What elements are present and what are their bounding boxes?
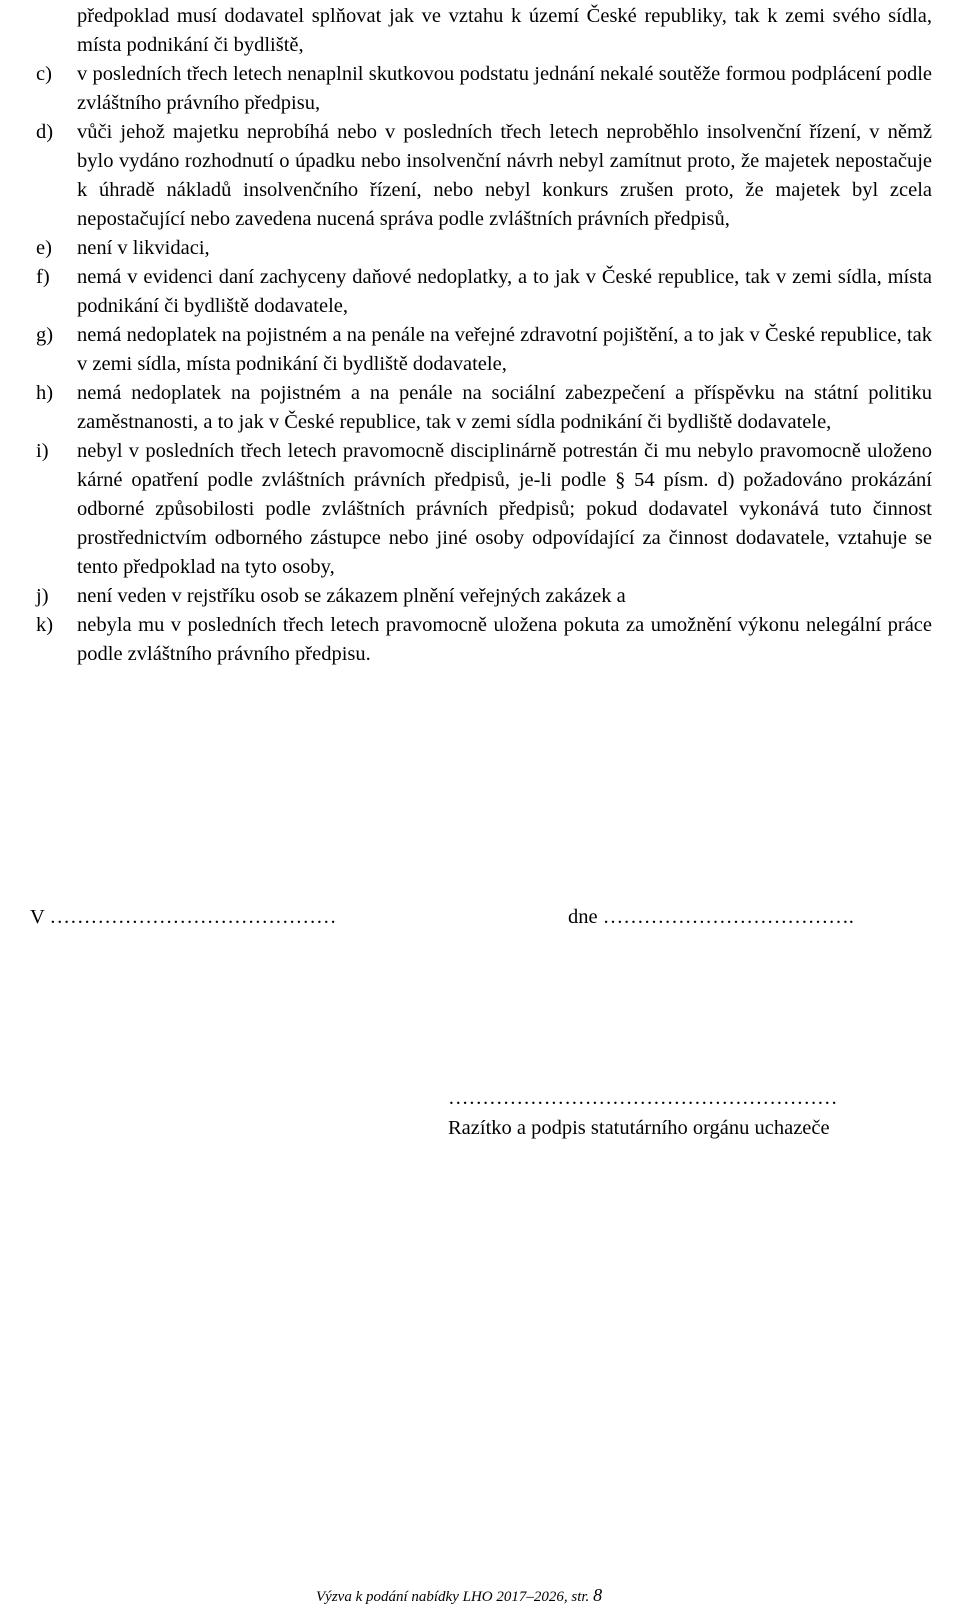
list-item-text: není v likvidaci,	[77, 237, 210, 259]
list-item-e	[36, 234, 932, 263]
list-item-text: nemá nedoplatek na pojistném a na penále na veřejné zdravotní pojištění, a to jak v České republice, tak v zemi sídla, místa podnikání či bydliště dodavatele,	[77, 324, 932, 375]
list-item-text: nebyl v posledních třech letech pravomocně disciplinárně potrestán či mu nebylo pravomocně uloženo kárné opatření podle zvláštních právních předpisů, je-li podle § 54 písm. d) požadováno prokázání odborné způsobilosti podle zvláštních právních předpisů; pokud dodavatel vykonává tuto činnost prostřednictvím odborného zástupce nebo jiné osoby odpovídající za činnost dodavatele, vztahuje se tento předpoklad na tyto osoby,	[77, 440, 932, 578]
list-marker: e)	[36, 237, 52, 259]
list-marker: f)	[36, 266, 50, 288]
list-item-f	[36, 263, 932, 321]
list-marker: c)	[36, 63, 52, 85]
list-item-h	[36, 379, 932, 437]
list-item-text: vůči jehož majetku neprobíhá nebo v posledních třech letech neproběhlo insolvenční řízení, v němž bylo vydáno rozhodnutí o úpadku nebo insolvenční návrh nebyl zamítnut proto, že majetek nepostačuje k úhradě nákladů insolvenčního řízení, nebo nebyl konkurs zrušen proto, že majetek byl zcela nepostačující nebo zavedena nucená správa podle zvláštních právních předpisů,	[77, 121, 932, 230]
signature-dots: …………………………………………………	[448, 1087, 838, 1109]
lead-paragraph: předpoklad musí dodavatel splňovat jak ve vztahu k území České republiky, tak k zemi svého sídla, místa podnikání či bydliště,	[77, 5, 932, 56]
list-item-text: není veden v rejstříku osob se zákazem plnění veřejných zakázek a	[77, 585, 626, 607]
list-marker: i)	[36, 440, 49, 462]
list-marker: k)	[36, 614, 54, 636]
place-field: V ……………………………………	[30, 906, 337, 928]
signature-label: Razítko a podpis statutárního orgánu uchazeče	[448, 1117, 830, 1139]
page-footer	[316, 1585, 602, 1606]
date-field: dne ……………………………….	[568, 906, 854, 928]
list-item-text: nebyla mu v posledních třech letech pravomocně uložena pokuta za umožnění výkonu nelegální práce podle zvláštního právního předpisu.	[77, 614, 932, 665]
list-item-text: nemá v evidenci daní zachyceny daňové nedoplatky, a to jak v České republice, tak v zemi sídla, místa podnikání či bydliště dodavatele,	[77, 266, 932, 317]
list-item-g	[36, 321, 932, 379]
list-item-d	[36, 118, 932, 234]
list-marker: h)	[36, 382, 54, 404]
list-item-c	[36, 60, 932, 118]
page-number: 8	[593, 1585, 603, 1605]
list-item-k	[36, 611, 932, 669]
list-marker: g)	[36, 324, 54, 346]
list-item-j	[36, 582, 932, 611]
signature-block	[448, 1083, 838, 1143]
list-item-text: v posledních třech letech nenaplnil skutkovou podstatu jednání nekalé soutěže formou podplácení podle zvláštního právního předpisu,	[77, 63, 932, 114]
footer-text: Výzva k podání nabídky LHO 2017–2026, str.	[316, 1589, 590, 1605]
document-body	[36, 0, 932, 669]
list-item-text: nemá nedoplatek na pojistném a na penále na sociální zabezpečení a příspěvku na státní politiku zaměstnanosti, a to jak v České republice, tak v zemi sídla podnikání či bydliště dodavatele,	[77, 382, 932, 433]
list-item-i	[36, 437, 932, 582]
list-marker: j)	[36, 585, 49, 607]
list-marker: d)	[36, 121, 54, 143]
